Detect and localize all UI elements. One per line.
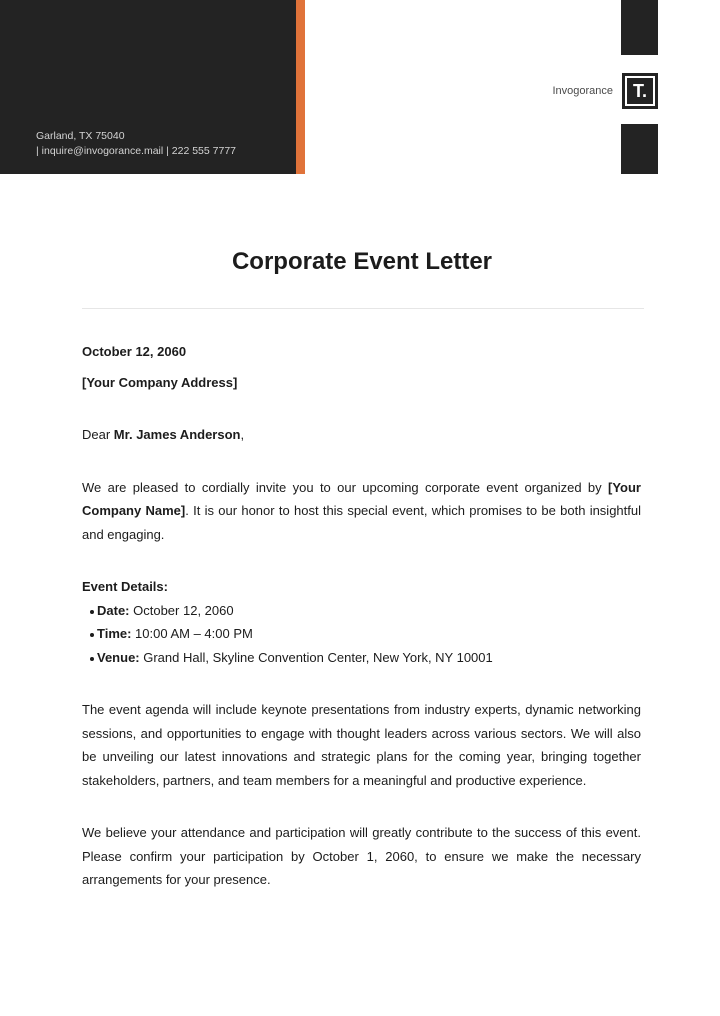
detail-label: Date: [97, 602, 130, 618]
logo [622, 73, 658, 109]
intro-company-name: [Your Company Name] [82, 479, 641, 518]
header-contact-info [36, 129, 236, 159]
list-item [90, 622, 641, 646]
recipient-name: Mr. James Anderson [113, 427, 241, 442]
brand-name: Invogorance [552, 85, 613, 97]
header-accent-stripe [296, 0, 305, 174]
detail-value: Grand Hall, Skyline Convention Center, New York, NY 10001 [139, 649, 493, 665]
salutation-prefix: Dear [82, 427, 114, 442]
list-item [90, 599, 641, 623]
logo-icon: T. [625, 76, 655, 106]
decorative-bar-top [621, 0, 658, 55]
title-divider [82, 308, 644, 309]
letter-date: October 12, 2060 [82, 344, 187, 359]
intro-paragraph [82, 476, 641, 547]
letter-title: Corporate Event Letter [231, 248, 493, 275]
intro-text-1: We are pleased to cordially invite you to our upcoming corporate event organized by [82, 479, 609, 495]
event-details-heading: Event Details: [82, 579, 168, 594]
salutation-suffix: , [240, 427, 245, 442]
detail-value: 10:00 AM – 4:00 PM [131, 626, 253, 641]
closing-paragraph: We believe your attendance and participation will greatly contribute to the success of this event. Please confirm your participation by October 1, 2060, to ensure we make the necessary arrangements for your presence. [82, 825, 641, 887]
address-line: Garland, TX 75040 [36, 130, 125, 142]
detail-value: October 12, 2060 [129, 602, 234, 618]
agenda-paragraph: The event agenda will include keynote presentations from industry experts, dynamic networking sessions, and opportunities to engage with thought leaders across various sectors. We will also be unveiling our latest innovations and strategic plans for the coming year, bringing together stakeholders, partners, and team members for a meaningful and productive experience. [82, 702, 641, 788]
detail-label: Venue: [97, 649, 140, 665]
intro-text-2: . It is our honor to host this special event, which promises to be both insightful and engaging. [82, 503, 641, 542]
list-item [90, 646, 641, 670]
decorative-bar-bottom [621, 124, 658, 174]
company-address: [Your Company Address] [82, 374, 238, 390]
detail-label: Time: [97, 626, 132, 641]
contact-line: | inquire@invogorance.mail | 222 555 7777 [36, 145, 236, 157]
salutation [82, 423, 641, 447]
letter-body [82, 340, 641, 892]
event-details-list [82, 599, 641, 670]
